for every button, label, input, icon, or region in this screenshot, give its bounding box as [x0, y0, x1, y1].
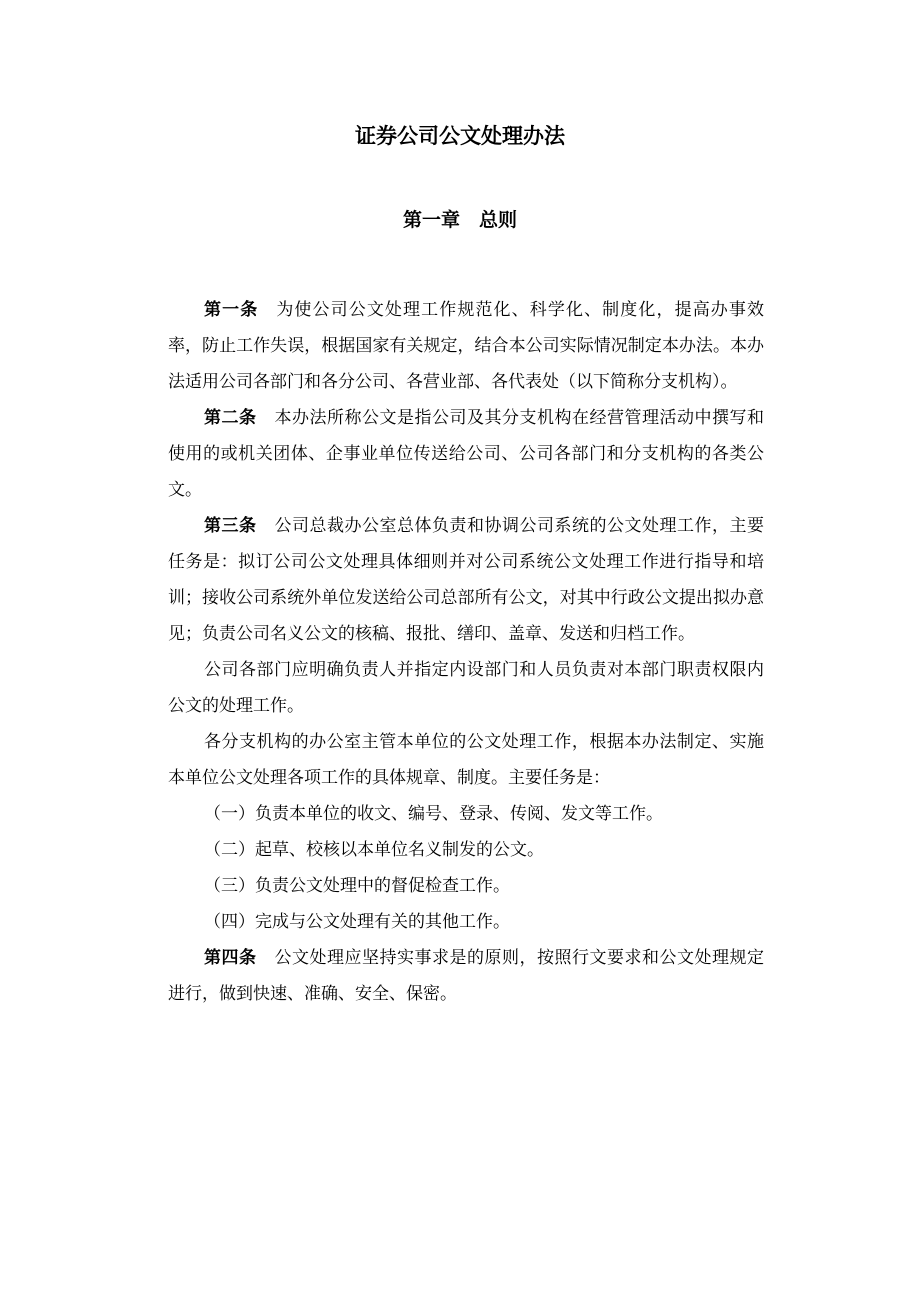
- article-text: 公司总裁办公室总体负责和协调公司系统的公文处理工作，主要任务是：拟订公司公文处理具体细则并对公司系统公文处理工作进行指导和培训；接收公司系统外单位发送给公司总部所有公文，对其中行政公文提出拟办意见；负责公司名义公文的核稿、报批、缮印、盖章、发送和归档工作。: [168, 516, 764, 644]
- article-label: 第二条: [204, 408, 257, 428]
- article-text: 公文处理应坚持实事求是的原则，按照行文要求和公文处理规定进行，做到快速、准确、安全、保密。: [168, 948, 764, 1004]
- department-paragraph: 公司各部门应明确负责人并指定内设部门和人员负责对本部门职责权限内公文的处理工作。: [168, 660, 764, 716]
- article-label: 第一条: [204, 300, 259, 320]
- article-label: 第三条: [204, 516, 257, 536]
- article-3: [168, 508, 764, 652]
- chapter-heading: 第一章 总则: [402, 209, 517, 231]
- task-item-1: （一）负责本单位的收文、编号、登录、传阅、发文等工作。: [204, 804, 663, 824]
- article-2: [168, 400, 764, 508]
- article-1: [168, 292, 764, 400]
- document-title: 证券公司公文处理办法: [355, 124, 565, 148]
- task-item-4: （四）完成与公文处理有关的其他工作。: [204, 912, 510, 932]
- task-item-2: （二）起草、校核以本单位名义制发的公文。: [204, 840, 544, 860]
- branch-paragraph: 各分支机构的办公室主管本单位的公文处理工作，根据本办法制定、实施本单位公文处理各项工作的具体规章、制度。主要任务是：: [168, 732, 764, 788]
- document-body: [168, 292, 764, 1012]
- article-label: 第四条: [204, 948, 257, 968]
- article-text: 本办法所称公文是指公司及其分支机构在经营管理活动中撰写和使用的或机关团体、企事业单位传送给公司、公司各部门和分支机构的各类公文。: [168, 408, 764, 500]
- article-text: 为使公司公文处理工作规范化、科学化、制度化，提高办事效率，防止工作失误，根据国家有关规定，结合本公司实际情况制定本办法。本办法适用公司各部门和各分公司、各营业部、各代表处（以下简称分支机构）。: [168, 300, 765, 392]
- task-item-3: （三）负责公文处理中的督促检查工作。: [204, 876, 510, 896]
- article-4: [168, 940, 764, 1012]
